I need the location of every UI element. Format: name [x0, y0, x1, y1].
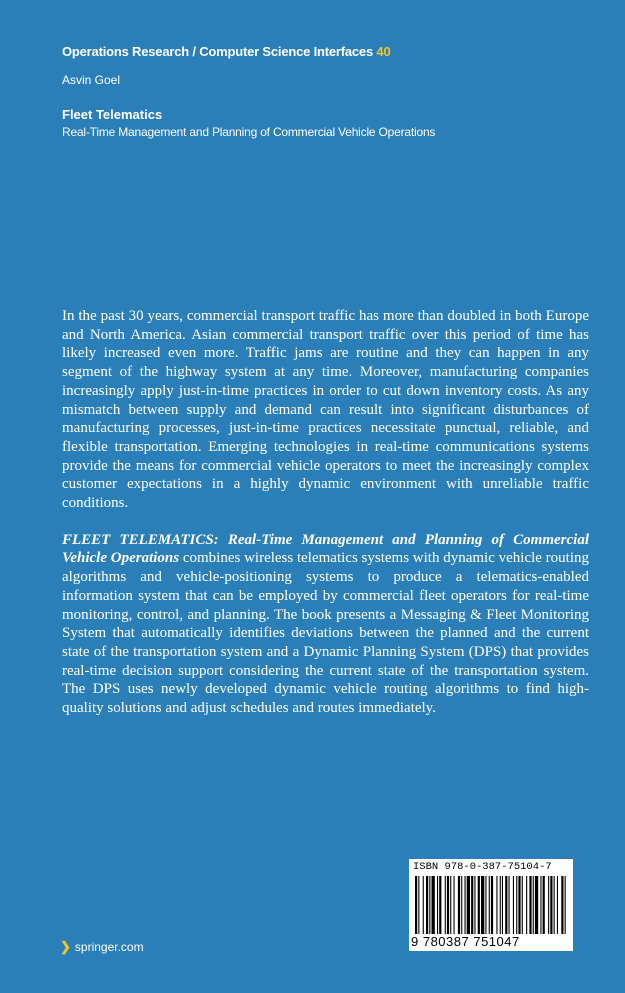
barcode-bar [502, 876, 503, 934]
barcode-bar [437, 876, 438, 934]
series-number: 40 [376, 44, 391, 59]
barcode-bar [485, 876, 486, 934]
chevron-right-icon: ❯ [60, 939, 71, 954]
barcode-bar [426, 876, 428, 934]
barcode-bar [500, 876, 501, 934]
barcode-bar [554, 876, 555, 934]
barcode-bar [423, 876, 424, 934]
barcode-digits: 9 780387 751047 [411, 934, 520, 949]
barcode-bar [478, 876, 480, 934]
barcode-bar [481, 876, 484, 934]
barcode-bar [550, 876, 552, 934]
book-title: Fleet Telematics [62, 107, 163, 122]
barcode-bar [516, 876, 517, 934]
barcode-bar [415, 876, 417, 934]
barcode-bar [429, 876, 430, 934]
back-cover-blurb [62, 307, 589, 718]
barcode-bar [491, 876, 493, 934]
barcode-bars [413, 876, 569, 936]
barcode-bar [535, 876, 538, 934]
barcode-bar [543, 876, 545, 934]
barcode-bar [509, 876, 510, 934]
barcode-bar [458, 876, 460, 934]
barcode-bar [505, 876, 507, 934]
barcode-bar [474, 876, 475, 934]
barcode-bar [465, 876, 466, 934]
barcode-bar [518, 876, 520, 934]
barcode-bar [522, 876, 523, 934]
blurb-paragraph-2-text: combines wireless telematics systems with dynamic vehicle routing algorithms and vehicle-positioning systems to produce a telematics-enabled information system that can be employed by commercial fleet operators for real-time monitoring, control, and planning. The book presents a Messaging & Fleet Monitoring System that automatically identifies deviations between the planned and the current state of the transportation system and a Dynamic Planning System (DPS) that provides real-time decision support considering the current state of the transportation system. The DPS uses newly developed dynamic vehicle routing algorithms to find high-quality solutions and adjust schedules and routes immediately. [62, 550, 590, 717]
barcode-bar [445, 876, 446, 934]
publisher-link[interactable] [60, 939, 144, 955]
barcode-bar [471, 876, 473, 934]
series-title [62, 44, 390, 59]
barcode-bar [496, 876, 497, 934]
isbn-label: ISBN 978-0-387-75104-7 [413, 861, 552, 873]
publisher-site: springer.com [74, 940, 144, 954]
barcode-bar [557, 876, 558, 934]
barcode-bar [561, 876, 563, 934]
barcode-bar [467, 876, 470, 934]
barcode-bar [450, 876, 451, 934]
series-name: Operations Research / Computer Science Interfaces [62, 44, 373, 59]
barcode-bar [461, 876, 462, 934]
barcode-bar [418, 876, 419, 934]
barcode-bar [513, 876, 514, 934]
barcode-bar [565, 876, 566, 934]
barcode-bar [447, 876, 449, 934]
barcode-bar [533, 876, 534, 934]
barcode-bar [432, 876, 435, 934]
blurb-paragraph-1: In the past 30 years, commercial transport traffic has more than doubled in both Europe and North America. Asian commercial transport traffic over this period of time has likely increased even more. Traffic jams are routine and they can happen in any segment of the highway system at any time. Moreover, manufacturing companies increasingly apply just-in-time practices in order to cut down inventory costs. As any mismatch between supply and demand can result into significant disturbances of manufacturing processes, just-in-time practices necessitate punctual, reliable, and flexible transportation. Emerging technologies in real-time communications systems provide the means for commercial vehicle operators to meet the increasingly complex customer expectations in a highly dynamic environment with unreliable traffic conditions. [62, 308, 589, 512]
barcode-bar [540, 876, 541, 934]
barcode-bar [526, 876, 527, 934]
barcode-bar [454, 876, 455, 934]
barcode-bar [489, 876, 490, 934]
author-name: Asvin Goel [62, 73, 121, 87]
barcode-bar [439, 876, 441, 934]
barcode-bar [529, 876, 531, 934]
blurb-paragraph-2 [62, 531, 589, 718]
isbn-barcode [409, 859, 573, 951]
barcode-bar [548, 876, 549, 934]
blurb-emphasis: FLEET TELEMATICS: Real-Time Management and Planning of Commercial Vehicle Operations [62, 531, 589, 567]
book-subtitle: Real-Time Management and Planning of Commercial Vehicle Operations [62, 125, 436, 139]
